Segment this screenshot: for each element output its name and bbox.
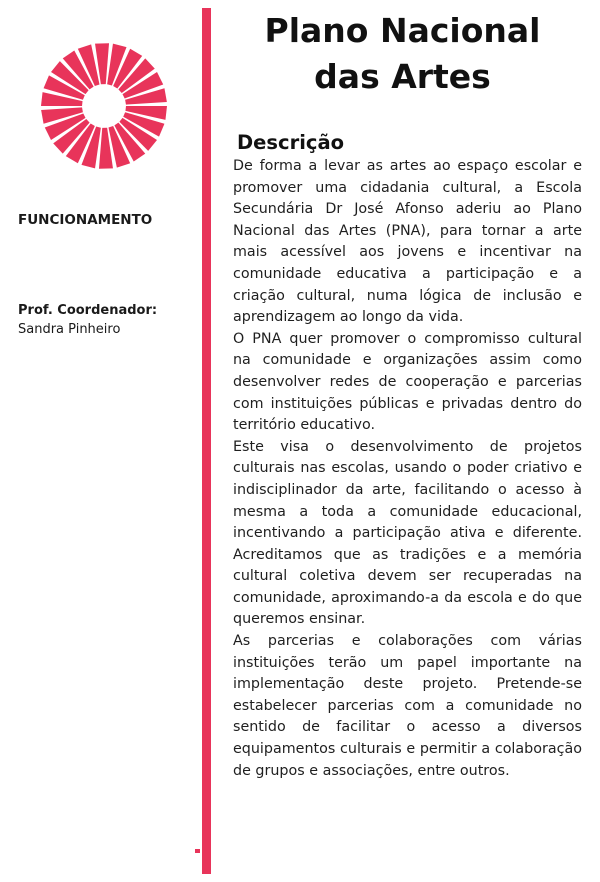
pna-logo-graphic xyxy=(38,40,170,172)
coordinator-label: Prof. Coordenador: xyxy=(18,303,158,318)
page-title-line-1: Plano Nacional xyxy=(264,11,541,50)
paragraph: O PNA quer promover o compromisso cultural na comunidade e organizações assim como desenvolver redes de cooperação e parcerias com instituições públicas e privadas dentro do território educativo. xyxy=(233,330,582,434)
page-title xyxy=(225,8,580,100)
coordinator-name: Sandra Pinheiro xyxy=(18,322,121,337)
section-heading: Descrição xyxy=(237,131,344,154)
paragraph: De forma a levar as artes ao espaço escolar e promover uma cidadania cultural, a Escola Secundária Dr José Afonso aderiu ao Plano Nacional das Artes (PNA), para tornar a arte mais acessível aos jovens e incentivar na comunidade educativa a participação e a criação cultural, numa lógica de inclusão e aprendizagem ao longo da vida. xyxy=(233,158,582,326)
section-label-funcionamento: FUNCIONAMENTO xyxy=(18,212,153,228)
description-body xyxy=(233,156,582,782)
page-title-line-2: das Artes xyxy=(314,57,491,96)
pna-logo xyxy=(38,40,170,172)
accent-tick xyxy=(195,849,200,853)
paragraph: As parcerias e colaborações com várias instituições terão um papel importante na implementação deste projeto. Pretende-se estabelecer parcerias com a comunidade no sentido de facilitar o acesso a diversos equipamentos culturais e permitir a colaboração de grupos e associações, entre outros. xyxy=(233,633,582,779)
paragraph: Este visa o desenvolvimento de projetos culturais nas escolas, usando o poder criativo e indisciplinador da arte, facilitando o acesso à mesma a toda a comunidade educacional, incentivando a participação ativa e diferente. Acreditamos que as tradições e a memória cultural coletiva devem ser recuperadas na comunidade, aproximando-a da escola e do que queremos ensinar. xyxy=(233,438,582,628)
accent-divider-bar xyxy=(202,8,211,874)
